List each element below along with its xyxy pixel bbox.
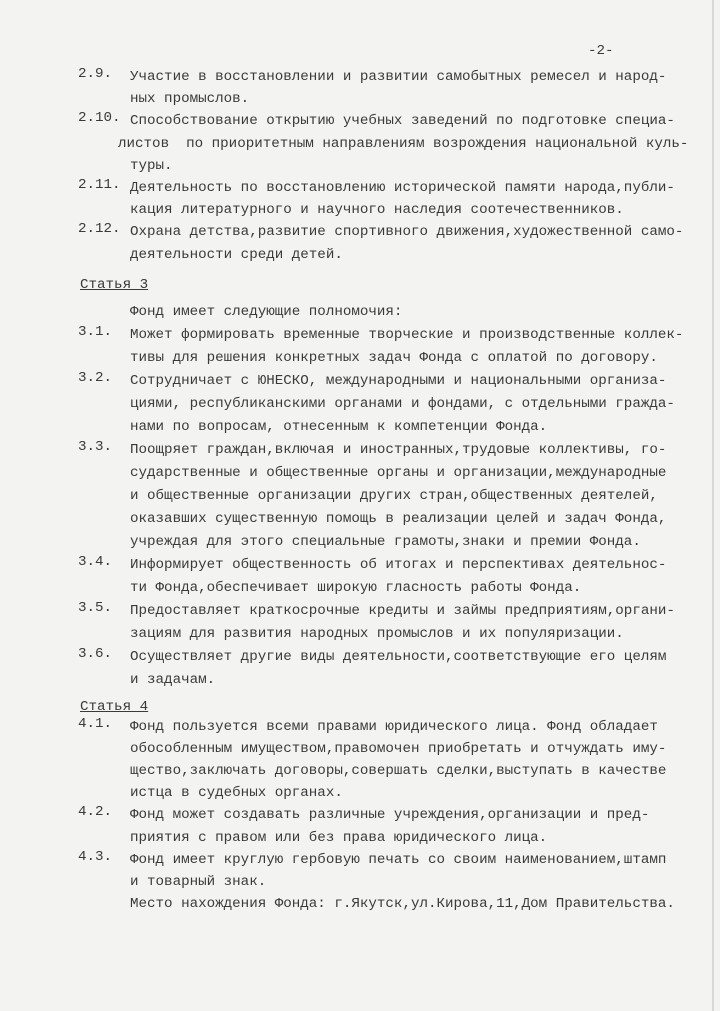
clause [78, 110, 718, 177]
clause-text-line: Участие в восстановлении и развитии самобытных ремесел и народ- [130, 69, 667, 85]
clause-text-line: кация литературного и научного наследия соотечественников. [130, 202, 624, 219]
clause [78, 301, 718, 324]
clause-text-line: Поощряет граждан,включая и иностранных,трудовые коллективы, го- [130, 441, 667, 458]
clause-text-line: нами по вопросам, отнесенным к компетенции Фонда. [130, 418, 548, 435]
clause [78, 893, 718, 915]
clause [78, 221, 718, 265]
clause-text-line: оказавших существенную помощь в реализации целей и задач Фонда, [130, 510, 667, 527]
clause [78, 439, 718, 554]
clause-text-line: Информирует общественность об итогах и перспективах деятельнос- [130, 556, 667, 573]
clause-number: 4.2. [78, 804, 113, 821]
clause-number: 3.1. [78, 323, 113, 340]
clause-text-line: щество,заключать договоры,совершать сделки,выступать в качестве [130, 763, 667, 780]
clause-number: 4.3. [78, 848, 113, 865]
clause-text-line: листов по приоритетным направлениям возрождения национальной куль- [118, 135, 689, 152]
clause-text-line: и общественные организации других стран,общественных деятелей, [130, 487, 658, 504]
clause [78, 370, 718, 439]
clause [78, 804, 718, 848]
clause-text-line: Фонд может создавать различные учреждения,организации и пред- [130, 807, 650, 824]
clause-text-line: Может формировать временные творческие и производственные коллек- [130, 326, 684, 343]
clause [78, 177, 718, 221]
clause-text-line: циями, республиканскими органами и фондами, с отдельными гражда- [130, 395, 675, 412]
clause-number: 3.5. [78, 599, 113, 616]
clause-text-line: Способствование открытию учебных заведений по подготовке специа- [130, 113, 675, 130]
section [78, 696, 718, 916]
clause-number: 4.1. [78, 715, 113, 732]
clause-text-line: Охрана детства,развитие спортивного движения,художественной само- [130, 224, 684, 241]
section [78, 66, 718, 266]
clause-number: 3.6. [78, 645, 113, 662]
clause-number: 2.12. [78, 221, 121, 238]
clause-text-line: деятельности среди детей. [130, 246, 343, 263]
clause-text-line: Предоставляет краткосрочные кредиты и займы предприятиям,органи- [130, 602, 675, 619]
clause-text-line: Фонд имеет следующие полномочия: [130, 303, 403, 320]
clause-text-line: Фонд имеет круглую гербовую печать со своим наименованием,штамп [130, 851, 667, 868]
clause [78, 324, 718, 370]
clause-text-line: Место нахождения Фонда: г.Якутск,ул.Кирова,11,Дом Правительства. [130, 896, 675, 913]
clause-text-line: приятия с правом или без права юридического лица. [130, 829, 548, 846]
clause [78, 554, 718, 600]
clause [78, 646, 718, 692]
clause [78, 716, 718, 805]
clause-text-line: и задачам. [130, 671, 216, 688]
clause-number: 2.11. [78, 176, 121, 193]
article-heading: Статья 4 [80, 698, 149, 715]
clause-text-line: и товарный знак. [130, 874, 267, 890]
clause-text-line: Фонд пользуется всеми правами юридического лица. Фонд обладает [130, 718, 658, 735]
clause [78, 66, 718, 110]
article-heading: Статья 3 [80, 276, 149, 293]
clause-text-line: Деятельность по восстановлению исторической памяти народа,публи- [130, 179, 675, 196]
clause-number: 2.10. [78, 110, 121, 127]
clause-number: 3.4. [78, 553, 113, 570]
clause-text-line: учреждая для этого специальные грамоты,знаки и премии Фонда. [130, 533, 641, 550]
clause-text-line: туры. [130, 157, 173, 174]
page-number: -2- [588, 43, 614, 59]
clause-text-line: сударственные и общественные органы и организации,международные [130, 464, 667, 481]
document-body [78, 66, 718, 915]
clause-number: 2.9. [78, 66, 113, 82]
clause-text-line: тивы для решения конкретных задач Фонда с оплатой по договору. [130, 349, 658, 366]
clause-text-line: обособленным имуществом,правомочен приобретать и отчуждать иму- [130, 740, 667, 757]
clause-text-line: зациям для развития народных промыслов и их популяризации. [130, 625, 624, 642]
clause-number: 3.3. [78, 438, 113, 455]
clause [78, 600, 718, 646]
clause-text-line: ти Фонда,обеспечивает широкую гласность работы Фонда. [130, 579, 582, 596]
clause-number: 3.2. [78, 369, 113, 386]
clause-text-line: Осуществляет другие виды деятельности,соответствующие его целям [130, 648, 667, 665]
clause-text-line: истца в судебных органах. [130, 785, 343, 802]
clause-text-line: Сотрудничает с ЮНЕСКО, международными и национальными организа- [130, 372, 667, 389]
section [78, 274, 718, 692]
clause [78, 849, 718, 893]
clause-text-line: ных промыслов. [130, 91, 250, 108]
